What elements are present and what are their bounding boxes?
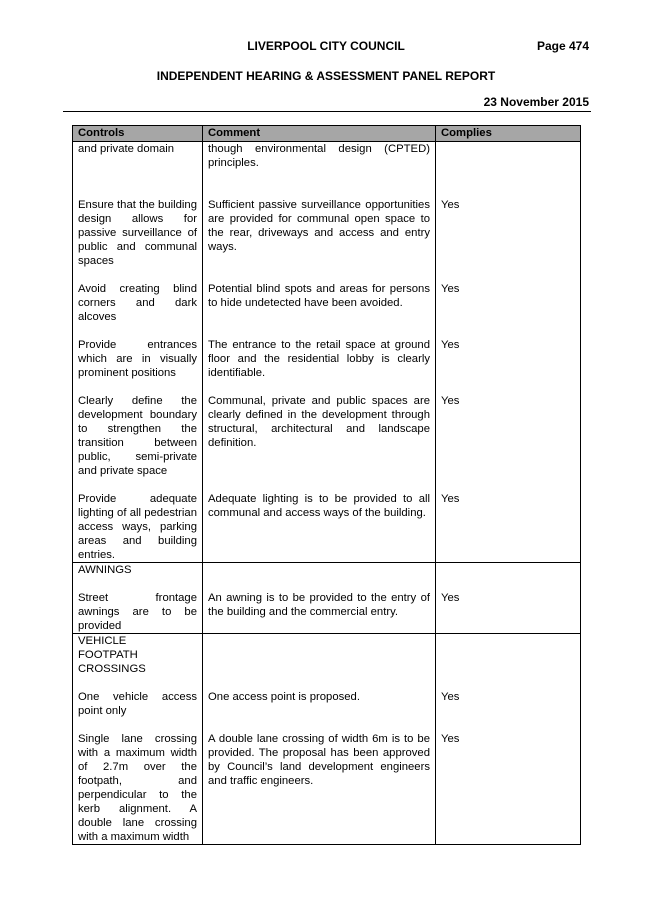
table-row — [73, 492, 581, 563]
column-header-comment: Comment — [203, 126, 436, 142]
comment-cell — [203, 563, 436, 592]
header-divider — [63, 111, 591, 112]
control-cell: Provide entrances which are in visually prominent positions — [73, 338, 203, 394]
column-header-controls: Controls — [73, 126, 203, 142]
comment-cell: Sufficient passive surveillance opportunities are provided for communal open space to the rear, driveways and access and entry ways. — [203, 184, 436, 282]
control-cell: Provide adequate lighting of all pedestrian access ways, parking areas and building entries. — [73, 492, 203, 563]
control-cell: Ensure that the building design allows for passive surveillance of public and communal spaces — [73, 184, 203, 282]
comment-cell: Potential blind spots and areas for persons to hide undetected have been avoided. — [203, 282, 436, 338]
comment-cell: The entrance to the retail space at ground floor and the residential lobby is clearly identifiable. — [203, 338, 436, 394]
comment-cell: An awning is to be provided to the entry of the building and the commercial entry. — [203, 591, 436, 634]
report-date: 23 November 2015 — [483, 95, 589, 109]
control-cell: Clearly define the development boundary to strengthen the transition between public, semi-private and private space — [73, 394, 203, 492]
table-row — [73, 591, 581, 634]
table-row — [73, 142, 581, 185]
complies-cell: Yes — [436, 394, 581, 492]
comment-cell: Communal, private and public spaces are clearly defined in the development through structural, architectural and landscape definition. — [203, 394, 436, 492]
control-cell: Street frontage awnings are to be provided — [73, 591, 203, 634]
complies-cell: Yes — [436, 338, 581, 394]
complies-cell: Yes — [436, 492, 581, 563]
table-row — [73, 338, 581, 394]
report-title: INDEPENDENT HEARING & ASSESSMENT PANEL REPORT — [156, 69, 496, 83]
complies-cell — [436, 634, 581, 691]
complies-cell — [436, 142, 581, 185]
table-row — [73, 732, 581, 845]
comment-cell — [203, 634, 436, 691]
section-heading-row — [73, 563, 581, 592]
complies-cell: Yes — [436, 732, 581, 845]
table-row — [73, 282, 581, 338]
table-row — [73, 184, 581, 282]
page-number: Page 474 — [536, 39, 589, 53]
council-name: LIVERPOOL CITY COUNCIL — [247, 39, 405, 53]
section-heading-row — [73, 634, 581, 691]
complies-cell: Yes — [436, 690, 581, 732]
table-header-row — [73, 126, 581, 142]
comment-cell: A double lane crossing of width 6m is to be provided. The proposal has been approved by Council’s land development engineers and traffic engineers. — [203, 732, 436, 845]
comment-cell: though environmental design (CPTED) principles. — [203, 142, 436, 185]
comment-cell: One access point is proposed. — [203, 690, 436, 732]
control-cell: Single lane crossing with a maximum width of 2.7m over the footpath, and perpendicular to the kerb alignment. A double lane crossing with a maximum width — [73, 732, 203, 845]
section-heading-text: VEHICLE FOOTPATH CROSSINGS — [78, 635, 146, 675]
table-row — [73, 690, 581, 732]
control-cell: Avoid creating blind corners and dark alcoves — [73, 282, 203, 338]
complies-cell: Yes — [436, 282, 581, 338]
section-heading-vehicle-footpath-crossings — [73, 634, 203, 691]
section-heading-awnings: AWNINGS — [73, 563, 203, 592]
control-cell: and private domain — [73, 142, 203, 185]
table-row — [73, 394, 581, 492]
column-header-complies: Complies — [436, 126, 581, 142]
compliance-table — [72, 125, 581, 845]
complies-cell: Yes — [436, 591, 581, 634]
complies-cell — [436, 563, 581, 592]
control-cell: One vehicle access point only — [73, 690, 203, 732]
comment-cell: Adequate lighting is to be provided to all communal and access ways of the building. — [203, 492, 436, 563]
complies-cell: Yes — [436, 184, 581, 282]
